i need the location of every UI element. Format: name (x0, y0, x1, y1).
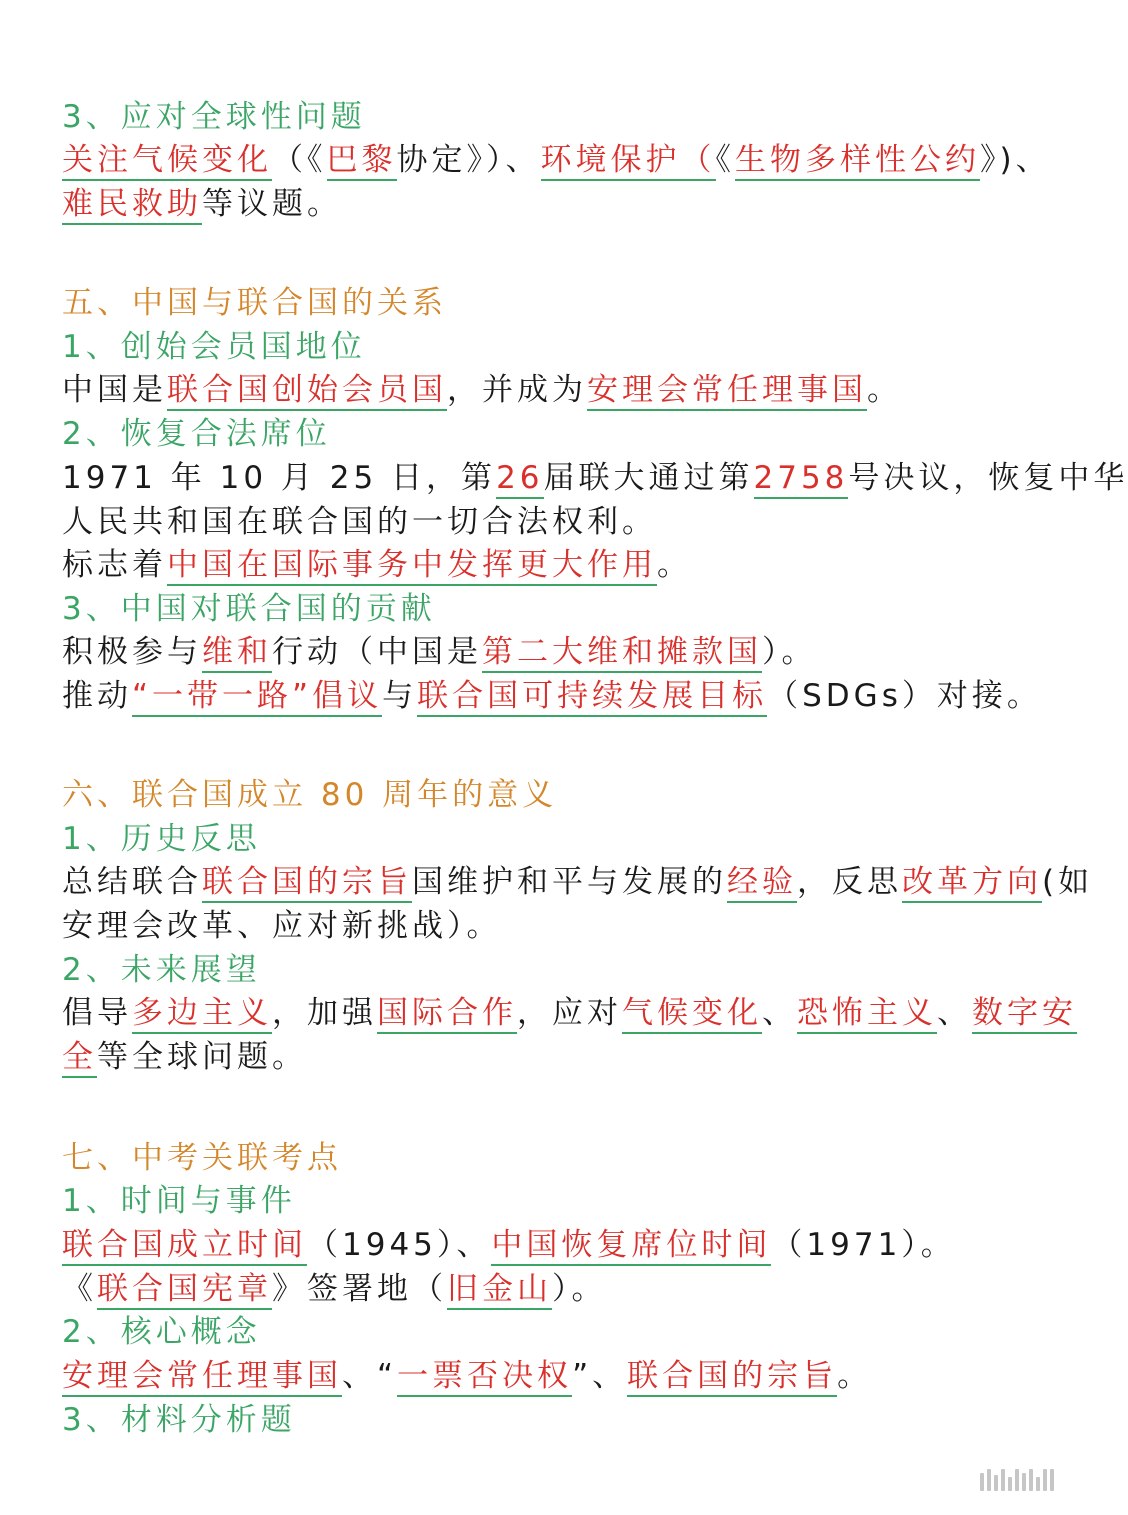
text-segment: 。 (867, 372, 902, 408)
keyword-highlight: 旧金山 (447, 1271, 552, 1310)
text-segment: 标志着 (62, 547, 167, 583)
text-line (62, 862, 1094, 902)
section-heading (62, 950, 1042, 990)
section-heading (62, 819, 1042, 859)
text-segment: (如 (1042, 864, 1094, 900)
text-segment: 3、中国对联合国的贡献 (62, 591, 436, 627)
text-segment: 。 (837, 1358, 873, 1394)
text-segment: 1、创始会员国地位 (62, 329, 366, 365)
text-segment: 》签署地（ (272, 1271, 447, 1307)
text-line (62, 140, 1051, 180)
text-segment: 《 (715, 142, 735, 178)
section-heading (62, 775, 1042, 815)
section-heading (62, 283, 1042, 323)
text-segment: 国维护和平与发展的 (412, 864, 727, 900)
text-segment: ”、 (572, 1358, 628, 1394)
text-segment: 与 (382, 678, 418, 714)
text-segment: （《 (272, 142, 327, 178)
keyword-highlight: 安理会常任理事国 (62, 1358, 342, 1397)
keyword-highlight: 联合国成立时间 (62, 1227, 307, 1266)
text-segment: 积极参与 (62, 634, 202, 670)
text-segment: 、 (937, 995, 972, 1031)
text-line (62, 458, 1128, 498)
text-segment: 》)、 (980, 142, 1051, 178)
keyword-highlight: 气候变化 (622, 995, 762, 1034)
text-line (62, 993, 1077, 1033)
section-heading (62, 1181, 1042, 1221)
text-segment: 等议题。 (202, 186, 342, 222)
text-segment: 号决议，恢复中华 (848, 460, 1128, 496)
keyword-highlight: 维和 (202, 634, 272, 673)
text-line (62, 676, 1042, 716)
text-segment: 届联大通过第 (543, 460, 754, 496)
text-line (62, 184, 1042, 224)
text-segment: 行动（中国是 (272, 634, 482, 670)
keyword-highlight: 联合国宪章 (97, 1271, 272, 1310)
text-segment: ，并成为 (447, 372, 587, 408)
text-segment: 。 (657, 547, 692, 583)
keyword-highlight: 一票否决权 (397, 1358, 572, 1397)
text-segment: 《 (62, 1271, 97, 1307)
keyword-highlight: 关注气候变化 (62, 142, 272, 181)
text-line (62, 1356, 1042, 1396)
text-segment: 、 (762, 995, 797, 1031)
section-heading (62, 1400, 1042, 1440)
section-heading (62, 327, 1042, 367)
keyword-highlight: 全 (62, 1039, 97, 1078)
text-segment: 、“ (342, 1358, 398, 1394)
keyword-highlight: 难民救助 (62, 186, 202, 225)
keyword-highlight: 多边主义 (132, 995, 272, 1034)
section-heading (62, 1312, 1042, 1352)
text-segment: 等全球问题。 (97, 1039, 307, 1075)
text-segment: 中国是 (62, 372, 167, 408)
keyword-highlight: 联合国的宗旨 (627, 1358, 837, 1397)
text-segment: 推动 (62, 678, 132, 714)
keyword-highlight: 中国在国际事务中发挥更大作用 (167, 547, 657, 586)
text-segment: 人民共和国在联合国的一切合法权利。 (62, 504, 657, 540)
keyword-highlight: 巴黎 (327, 142, 397, 181)
section-heading (62, 589, 1042, 629)
text-segment: 2、未来展望 (62, 952, 261, 988)
text-segment: ）。 (762, 634, 817, 670)
text-segment: 五、中国与联合国的关系 (62, 285, 447, 321)
text-segment: 倡导 (62, 995, 132, 1031)
keyword-highlight: 联合国的宗旨 (202, 864, 412, 903)
text-segment: ，反思 (797, 864, 902, 900)
text-line (62, 502, 1042, 542)
text-line (62, 632, 1042, 672)
keyword-highlight: 环境保护（ (541, 142, 716, 181)
text-line (62, 545, 1042, 585)
keyword-highlight: 恐怖主义 (797, 995, 937, 1034)
keyword-highlight: 国际合作 (377, 995, 517, 1034)
text-segment: 3、材料分析题 (62, 1402, 296, 1438)
keyword-highlight: 26 (496, 460, 543, 499)
keyword-highlight: 生物多样性公约 (735, 142, 980, 181)
text-segment: 安理会改革、应对新挑战）。 (62, 908, 502, 944)
keyword-highlight: 数字安 (972, 995, 1077, 1034)
text-segment: （1971）。 (771, 1227, 956, 1263)
keyword-highlight: 安理会常任理事国 (587, 372, 867, 411)
section-heading (62, 1138, 1042, 1178)
text-segment: ，应对 (517, 995, 622, 1031)
text-segment: 协定》）、 (396, 142, 541, 178)
keyword-highlight: 中国恢复席位时间 (491, 1227, 771, 1266)
text-line (62, 1225, 1042, 1265)
keyword-highlight: 联合国可持续发展目标 (417, 678, 767, 717)
text-segment: 六、联合国成立 80 周年的意义 (62, 777, 558, 813)
text-segment: ）。 (552, 1271, 607, 1307)
text-segment: 1、时间与事件 (62, 1183, 296, 1219)
text-segment: 1971 年 10 月 25 日，第 (62, 460, 497, 496)
text-segment: （1945）、 (307, 1227, 492, 1263)
text-line (62, 906, 1042, 946)
text-segment: 3、应对全球性问题 (62, 99, 366, 135)
text-line (62, 370, 1042, 410)
text-segment: （SDGs）对接。 (767, 678, 1042, 714)
keyword-highlight: 改革方向 (902, 864, 1042, 903)
keyword-highlight: 联合国创始会员国 (167, 372, 447, 411)
section-heading (62, 414, 1042, 454)
keyword-highlight: 第二大维和摊款国 (482, 634, 762, 673)
text-segment: 2、核心概念 (62, 1314, 261, 1350)
text-segment: 2、恢复合法席位 (62, 416, 331, 452)
text-line (62, 1269, 1042, 1309)
text-segment: 七、中考关联考点 (62, 1140, 342, 1176)
keyword-highlight: 2758 (754, 460, 849, 499)
section-heading (62, 97, 1042, 137)
watermark-logo (980, 1469, 1054, 1491)
keyword-highlight: “一带一路”倡议 (132, 678, 382, 717)
text-segment: ，加强 (272, 995, 377, 1031)
text-line (62, 1037, 1042, 1077)
text-segment: 总结联合 (62, 864, 202, 900)
text-segment: 1、历史反思 (62, 821, 261, 857)
keyword-highlight: 经验 (727, 864, 797, 903)
